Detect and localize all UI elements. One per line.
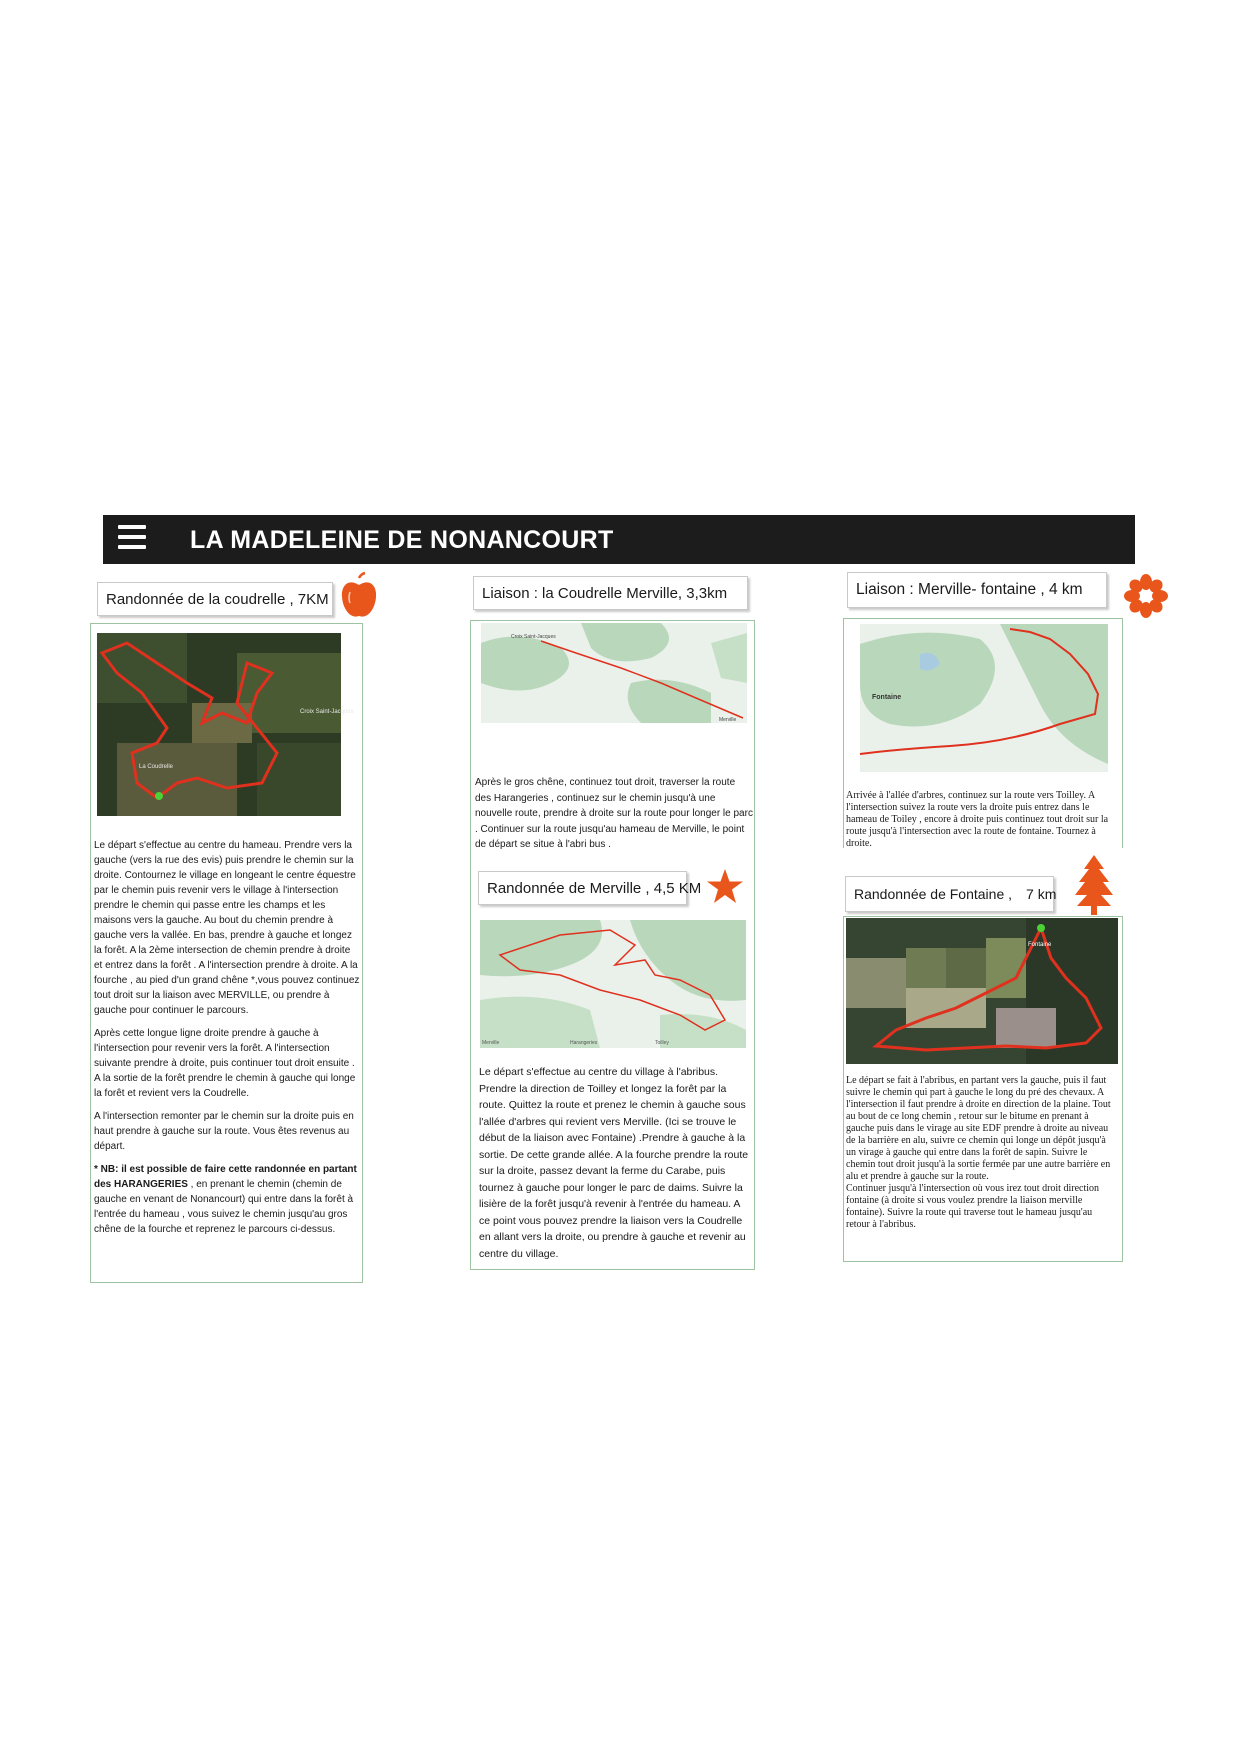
map-merville[interactable]: [480, 920, 746, 1048]
map-label: Toilley: [655, 1040, 669, 1046]
route-title-text: Liaison : la Coudrelle Merville, 3,3km: [482, 584, 728, 602]
map-label: Merville: [482, 1040, 500, 1046]
route-description: [475, 775, 753, 861]
map-label: Fontaine: [1028, 942, 1052, 948]
hamburger-icon[interactable]: [118, 525, 146, 553]
route-title-liaison-merville-fontaine: [847, 572, 1107, 608]
route-description: [479, 1064, 753, 1270]
map-label: Fontaine: [872, 694, 902, 701]
route-description: [846, 790, 1118, 850]
nb-note: [94, 1162, 360, 1237]
route-title-merville: [478, 871, 702, 905]
route-title-text: Randonnée de Fontaine ,: [854, 886, 1013, 902]
nb-bold: * NB: il est possible de faire cette randonnée en partant des HARANGERIES: [94, 1164, 357, 1190]
map-coudrelle[interactable]: [97, 633, 354, 816]
paragraph: Arrivée à l'allée d'arbres, continuez sur la route vers Toilley. A l'intersection suivez la route vers la droite puis entrez dans le hameau de Toiley , encore à droite puis continuez tout droit sur la route jusqu'à l'intersection avec la route de fontaine. Tournez à droite.: [846, 790, 1109, 849]
page-title: LA MADELEINE DE NONANCOURT: [190, 526, 614, 554]
fir-tree-icon: [1071, 855, 1117, 915]
star-icon: [706, 868, 744, 906]
map-label: Merville: [719, 717, 737, 723]
flower-icon: [1124, 574, 1168, 618]
paragraph: Le départ se fait à l'abribus, en partant vers la gauche, puis il faut suivre le chemin qui part à gauche le long du pré des chevaux. A l'intersection il faut prendre à droite en direction de la plaine. Tout au bout de ce long chemin , retour sur le bitume en prenant à gauche puis dans le virage au site EDF prendre à droite au niveau de la barrière en alu, suivre ce chemin qui longe un dépôt jusqu'à un virage à gauche qui entre dans la forêt de sapin. Suivre le chemin tout droit jusqu'à la sortie fermée par une autre barrière en alu et prendre à gauche sur la route.: [846, 1075, 1111, 1182]
paragraph: Après cette longue ligne droite prendre à gauche à l'intersection pour revenir vers la forêt. A l'intersection suivante prendre à droite, puis continuer tout droit ensuite . A la sortie de la forêt prendre le chemin à gauche qui longe la forêt et revient vers la Coudrelle.: [94, 1028, 356, 1099]
paragraph: Après le gros chêne, continuez tout droit, traverser la route des Harangeries , continuez sur le chemin jusqu'à une nouvelle route, prendre à droite sur la route pour longer le parc . Continuer sur la route jusqu'au hameau de Merville, le point de départ se situe à l'abri bus .: [475, 777, 753, 850]
route-title-coudrelle: [97, 582, 333, 616]
map-liaison-merville-fontaine[interactable]: [860, 624, 1108, 772]
route-title-text: Randonnée de Merville , 4,5 KM: [487, 879, 702, 897]
paragraph: A l'intersection remonter par le chemin sur la droite puis en haut prendre à gauche sur la route. Vous êtes revenus au départ.: [94, 1111, 354, 1152]
paragraph: Le départ s'effectue au centre du village à l'abribus. Prendre la direction de Toilley et longez la forêt par la route. Quittez la route et prenez le chemin à gauche sous l'allée d'arbres qui revient vers Merville. (Ici se trouve le début de la liaison avec Fontaine) .Prendre à gauche à la sortie. De cette grande allée. A la fourche prendre la route sur la droite, passez devant la ferme du Carabe, puis tournez à gauche pour longer le parc de daims. Suivre la lisière de la forêt jusqu'à revenir à l'entrée du hameau. A ce point vous pouvez prendre la liaison vers la Coudrelle en allant vers la droite, ou prendre à gauche et revenir au centre du village.: [479, 1066, 749, 1260]
paragraph: Continuer jusqu'à l'intersection où vous irez tout droit direction fontaine (à droite si vous voulez prendre la liaison merville fontaine). Suivre la route qui traverse tout le hameau jusqu'au retour à l'abribus.: [846, 1183, 1099, 1230]
route-title-text: Liaison : Merville- fontaine , 4 km: [856, 581, 1083, 598]
route-description: [846, 1075, 1118, 1231]
map-label: La Coudrelle: [139, 764, 174, 770]
nb-text: , en prenant le chemin (chemin de gauche en venant de Nonancourt) qui entre dans la forêt à l'entrée du hameau , vous suivez le chemin jusqu'au gros chêne de la fourche et reprenez le parcours ci-dessus.: [94, 1179, 354, 1235]
map-fontaine[interactable]: [846, 918, 1118, 1064]
apple-icon: [340, 572, 378, 620]
paragraph: Le départ s'effectue au centre du hameau. Prendre vers la gauche (vers la rue des evis) puis prendre le chemin sur la droite. Contournez le village en longeant le centre équestre par le chemin puis revenir vers le village à l'intersection prendre le chemin qui passe entre les champs et les maisons vers la gauche. Au bout du chemin prendre à gauche vers la vallée. En bas, prendre à gauche et longez la forêt. A la 2ème intersection de chemin prendre à droite et entrez dans la forêt . A l'intersection prendre à droite. A la fourche , au pied d'un grand chêne *,vous pouvez continuez tout droit sur la liaison avec MERVILLE, ou prendre à gauche pour continuer le parcours.: [94, 840, 360, 1016]
map-liaison-coudrelle-merville[interactable]: [481, 623, 747, 723]
map-label: Croix Saint-Jacques: [300, 709, 354, 715]
route-title-liaison-coudrelle-merville: [473, 576, 748, 610]
route-title-text: Randonnée de la coudrelle , 7KM: [106, 590, 329, 608]
map-label: Harangeries: [570, 1040, 598, 1046]
route-description: [94, 838, 360, 1245]
map-label: Croix Saint-Jacques: [511, 634, 556, 640]
route-distance: 7 km: [1026, 886, 1057, 902]
route-title-fontaine: [845, 876, 1057, 912]
